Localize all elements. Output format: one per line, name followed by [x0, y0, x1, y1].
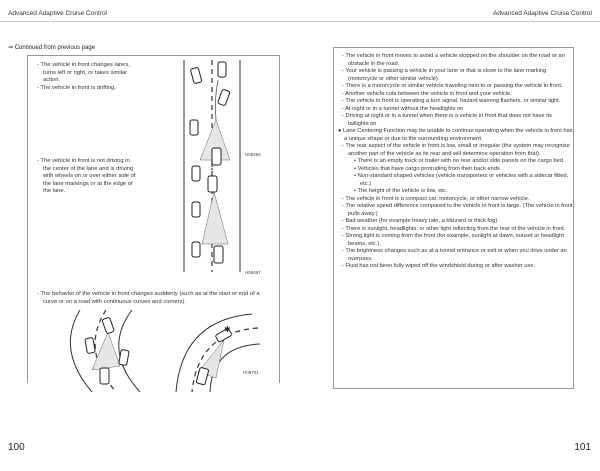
right-condition-line: - The rear aspect of the vehicle in front is low, small or irregular (the system may recognize another part of the vehicle as its rear and will determine operation from that). [342, 143, 570, 157]
left-page-number: 100 [8, 442, 25, 453]
condition-off-center: - The vehicle in front is not driving in the center of the lane and is driving with wheels on or over either side of the lane markings or at the edge of the lane. [37, 158, 136, 195]
right-condition-line: • Vehicles that have cargo protruding from their back ends [354, 165, 500, 172]
condition-item: - The vehicle in front is drifting. [37, 84, 116, 91]
right-condition-line: - The relative speed difference compared to the vehicle in front is large. (The vehicle in front pulls away.) [342, 203, 573, 217]
curve-left-illustration [62, 310, 162, 392]
header-rule [0, 21, 600, 22]
right-condition-line: - Another vehicle cuts between the vehicle in front and your vehicle. [342, 90, 512, 97]
figure-code-3: H08701 [243, 370, 259, 375]
right-condition-line: - The brightness changes such as at a tunnel entrance or exit or when you drive under an overpass. [342, 248, 567, 262]
right-condition-line: - At night or in a tunnel without the headlights on [342, 105, 464, 112]
svg-text:✱: ✱ [224, 325, 231, 334]
condition-lane-change [37, 62, 132, 92]
right-condition-line: • Non-standard shaped vehicles (vehicle transporters or vehicles with a sidecar fitted, etc.) [354, 173, 569, 187]
continued-note: ⇒ Continued from previous page [8, 45, 96, 51]
off-center-illustration [178, 162, 248, 272]
lane-change-illustration [178, 60, 248, 170]
right-conditions-list [338, 53, 573, 271]
right-condition-line: ● Lane Centering Function may be unable to continue operating when the vehicle in front has a unique shape or due to the surrounding environment. [338, 128, 573, 142]
right-running-header: Advanced Adaptive Cruise Control [492, 10, 592, 17]
right-page-number: 101 [574, 442, 591, 453]
curve-right-illustration [162, 310, 262, 392]
right-condition-line: - Strong light is coming from the front (for example, sunlight at dawn, sunset or headlight beams, etc.). [342, 233, 564, 247]
right-condition-line: - The vehicle in front is a compact car, motorcycle, or other narrow vehicle. [342, 195, 530, 202]
right-condition-line: - There is sunlight, headlights, or other light reflecting from the rear of the vehicle in front. [342, 225, 566, 232]
right-condition-line: - Your vehicle is passing a vehicle in your lane or that is close to the lane marking (motorcycle or other similar vehicle). [342, 68, 547, 82]
figure-code-1: H08466 [245, 152, 261, 157]
right-condition-line: - The vehicle in front is operating a turn signal, hazard warning flashers, or similar light. [342, 98, 561, 104]
figure-code-2: H08467 [245, 270, 261, 275]
right-condition-line: - Driving at night or in a tunnel when there is a vehicle in front that does not have its taillights on [342, 113, 552, 127]
condition-item: - The vehicle in front changes lanes, turns left or right, or takes similar action. [37, 62, 131, 84]
right-condition-line: - Fluid has not been fully wiped off the windshield during or after washer use. [342, 263, 536, 269]
condition-sudden-change: - The behavior of the vehicle in front changes suddenly (such as at the start or end of a curve or on a road with continuous curves and corners). [37, 291, 260, 305]
right-condition-line: • There is an empty truck or trailer with no rear and/or side panels on the cargo bed. [354, 158, 565, 164]
right-condition-line: - Bad weather (for example heavy rain, a blizzard or thick fog) [342, 218, 498, 224]
left-running-header: Advanced Adaptive Cruise Control [8, 10, 108, 17]
right-condition-line: - There is a motorcycle or similar vehicle traveling next to or passing the vehicle in front. [342, 83, 563, 89]
right-condition-line: - The vehicle in front moves to avoid a vehicle stopped on the shoulder on the road or an obstacle in the road. [342, 53, 565, 67]
right-condition-line: • The height of the vehicle is low, etc. [354, 188, 448, 194]
